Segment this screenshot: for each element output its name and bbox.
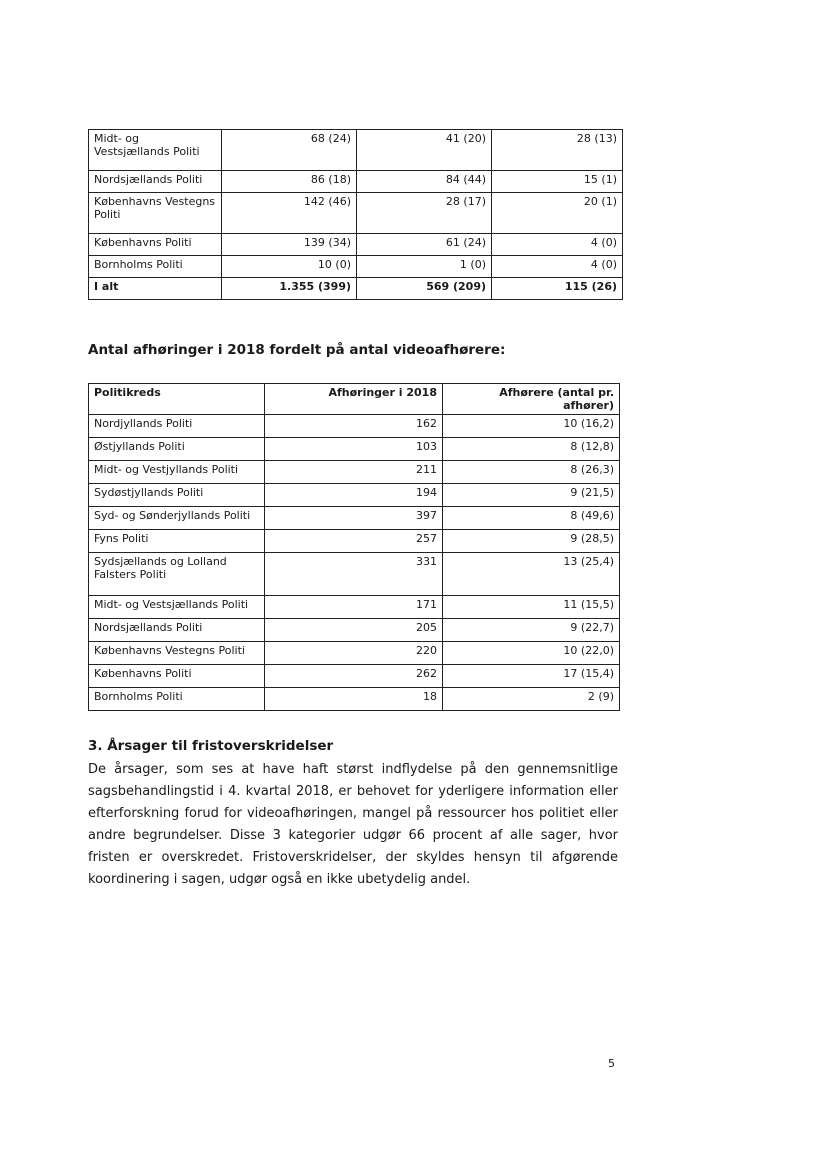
table-row [89, 507, 620, 530]
interview-count-cell: 103 [264, 438, 442, 461]
value-cell: 84 (44) [357, 171, 492, 193]
district-cell: Nordsjællands Politi [89, 171, 222, 193]
interviewer-cell: 2 (9) [442, 688, 619, 711]
table-row [89, 665, 620, 688]
interviewer-cell: 8 (49,6) [442, 507, 619, 530]
value-cell: 86 (18) [222, 171, 357, 193]
section-title: 3. Årsager til fristoverskridelser [88, 738, 334, 754]
district-cell: Midt- og Vestsjællands Politi [89, 130, 222, 171]
table-row [89, 193, 623, 234]
interviewer-cell: 9 (22,7) [442, 619, 619, 642]
district-cell: Københavns Vestegns Politi [89, 193, 222, 234]
table-row [89, 278, 623, 300]
district-cell: Sydøstjyllands Politi [89, 484, 265, 507]
value-cell: 142 (46) [222, 193, 357, 234]
value-cell: 115 (26) [492, 278, 623, 300]
table-row [89, 171, 623, 193]
value-cell: 20 (1) [492, 193, 623, 234]
value-cell: 61 (24) [357, 234, 492, 256]
interviews-table [88, 383, 620, 711]
value-cell: 1.355 (399) [222, 278, 357, 300]
section-body: De årsager, som ses at have haft størst indflydelse på den gennemsnitlige sagsbehandlingstid i 4. kvartal 2018, er behovet for yderligere information eller efterforskning forud for videoafhøringen, mangel på ressourcer hos politiet eller andre begrundelser. Disse 3 kategorier udgør 66 procent af alle sager, hvor fristen er overskredet. Fristoverskridelser, der skyldes hensyn til afgørende koordinering i sagen, udgør også en ikke ubetydelig andel. [88, 762, 618, 887]
interviewer-cell: 13 (25,4) [442, 553, 619, 596]
column-header-district: Politikreds [89, 384, 265, 415]
interview-count-cell: 220 [264, 642, 442, 665]
table-row [89, 130, 623, 171]
table-row [89, 234, 623, 256]
value-cell: 28 (13) [492, 130, 623, 171]
interviewer-cell: 11 (15,5) [442, 596, 619, 619]
district-cell: I alt [89, 278, 222, 300]
page-number: 5 [608, 1057, 615, 1070]
district-cell: Fyns Politi [89, 530, 265, 553]
value-cell: 1 (0) [357, 256, 492, 278]
interview-count-cell: 162 [264, 415, 442, 438]
district-cell: Københavns Vestegns Politi [89, 642, 265, 665]
table-row [89, 484, 620, 507]
interviewer-cell: 17 (15,4) [442, 665, 619, 688]
table-row [89, 461, 620, 484]
value-cell: 569 (209) [357, 278, 492, 300]
district-cell: Midt- og Vestjyllands Politi [89, 461, 265, 484]
district-cell: Københavns Politi [89, 665, 265, 688]
column-header-interviewers: Afhørere (antal pr. afhører) [442, 384, 619, 415]
interview-count-cell: 205 [264, 619, 442, 642]
table-header-row [89, 384, 620, 415]
interviewer-cell: 10 (16,2) [442, 415, 619, 438]
table-row [89, 688, 620, 711]
table-row [89, 256, 623, 278]
interviewer-cell: 9 (28,5) [442, 530, 619, 553]
district-cell: Syd- og Sønderjyllands Politi [89, 507, 265, 530]
table-row [89, 642, 620, 665]
interview-count-cell: 211 [264, 461, 442, 484]
value-cell: 10 (0) [222, 256, 357, 278]
district-cell: Nordsjællands Politi [89, 619, 265, 642]
table-row [89, 530, 620, 553]
table-heading: Antal afhøringer i 2018 fordelt på antal videoafhørere: [88, 342, 506, 358]
table-row [89, 438, 620, 461]
district-cell: Nordjyllands Politi [89, 415, 265, 438]
table-row [89, 619, 620, 642]
value-cell: 4 (0) [492, 256, 623, 278]
table-row [89, 553, 620, 596]
interview-count-cell: 331 [264, 553, 442, 596]
interview-count-cell: 18 [264, 688, 442, 711]
district-cell: Sydsjællands og Lolland Falsters Politi [89, 553, 265, 596]
value-cell: 139 (34) [222, 234, 357, 256]
district-table-continued [88, 129, 623, 300]
value-cell: 4 (0) [492, 234, 623, 256]
interviewer-cell: 10 (22,0) [442, 642, 619, 665]
interview-count-cell: 397 [264, 507, 442, 530]
interviewer-cell: 8 (26,3) [442, 461, 619, 484]
interview-count-cell: 257 [264, 530, 442, 553]
value-cell: 15 (1) [492, 171, 623, 193]
column-header-interviews: Afhøringer i 2018 [264, 384, 442, 415]
district-cell: Bornholms Politi [89, 256, 222, 278]
interview-count-cell: 194 [264, 484, 442, 507]
interviewer-cell: 8 (12,8) [442, 438, 619, 461]
district-cell: Københavns Politi [89, 234, 222, 256]
district-cell: Bornholms Politi [89, 688, 265, 711]
district-cell: Midt- og Vestsjællands Politi [89, 596, 265, 619]
table-row [89, 596, 620, 619]
value-cell: 68 (24) [222, 130, 357, 171]
value-cell: 28 (17) [357, 193, 492, 234]
interview-count-cell: 262 [264, 665, 442, 688]
value-cell: 41 (20) [357, 130, 492, 171]
district-cell: Østjyllands Politi [89, 438, 265, 461]
interviewer-cell: 9 (21,5) [442, 484, 619, 507]
table-row [89, 415, 620, 438]
interview-count-cell: 171 [264, 596, 442, 619]
